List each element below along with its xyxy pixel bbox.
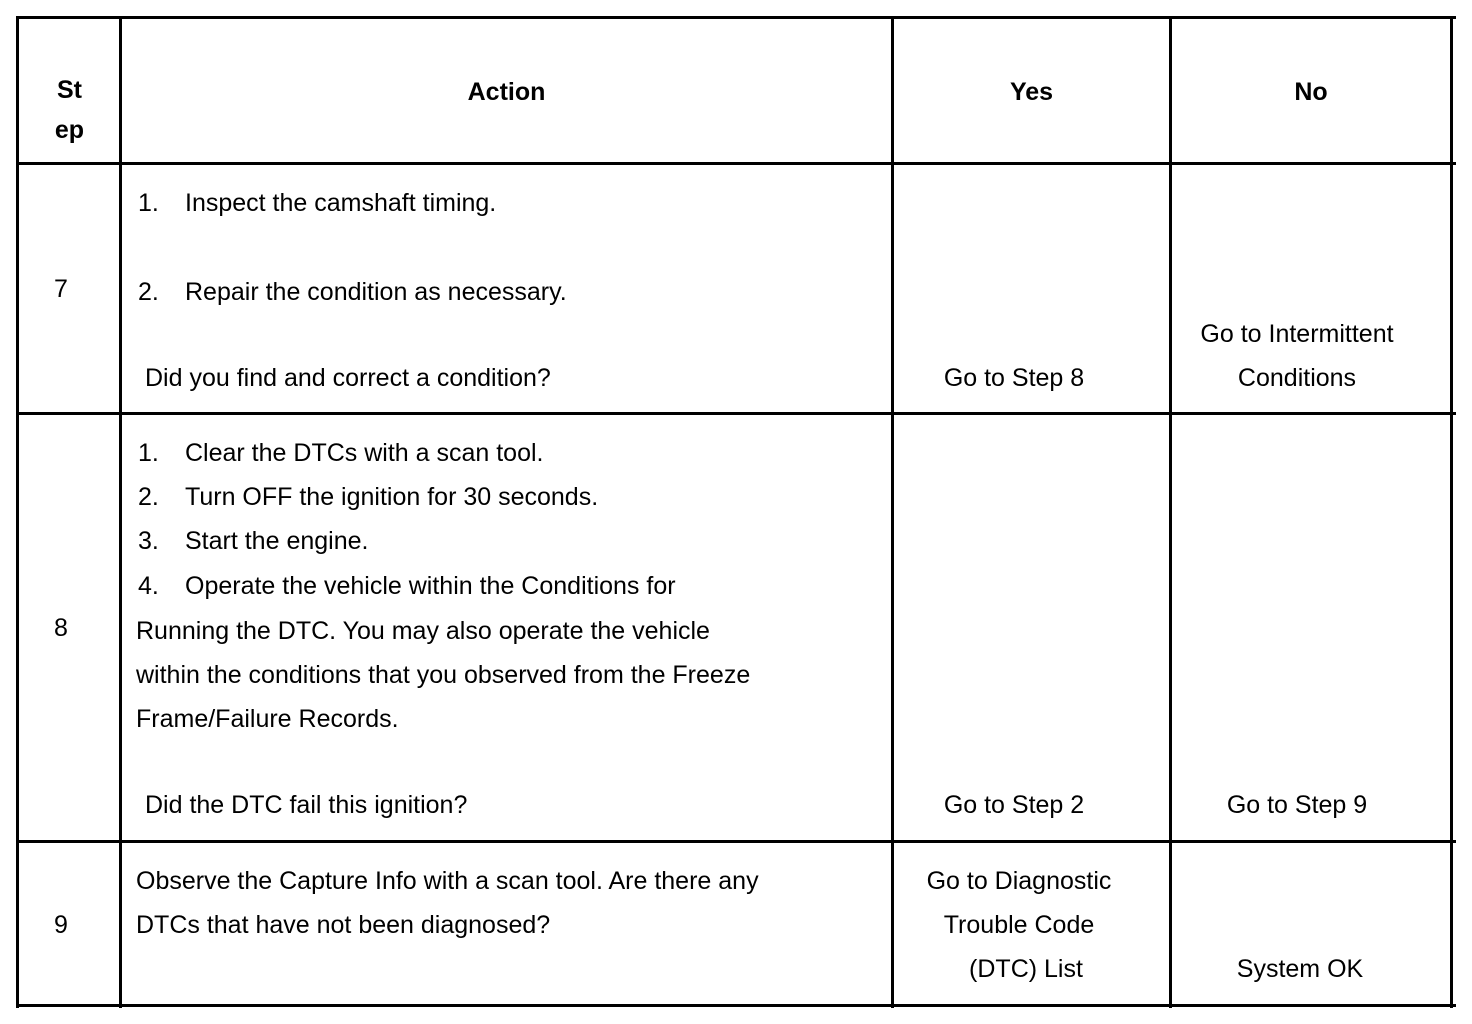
no-result-line: Conditions [1237,364,1357,392]
action-continuation: Frame/Failure Records. [136,705,399,733]
no-result-step-8: Go to Step 9 [1226,791,1368,819]
header-step-line2: ep [54,116,85,144]
action-item [138,431,543,475]
action-item-number: 2. [138,483,159,511]
action-item [138,181,496,225]
action-item-text: Operate the vehicle within the Conditions for [185,572,676,600]
yes-result-step-7: Go to Step 8 [943,364,1085,392]
step-number-8: 8 [54,614,68,642]
action-item [138,519,368,563]
step-number-9: 9 [54,911,68,939]
action-item [138,270,567,314]
yes-result-line: Go to Diagnostic [926,867,1112,895]
header-yes: Yes [1009,78,1054,106]
action-item-text: Repair the condition as necessary. [185,278,567,306]
row-divider-header [16,162,1456,165]
table-border-top [16,16,1456,19]
action-item-text: Turn OFF the ignition for 30 seconds. [185,483,599,511]
action-continuation: within the conditions that you observed from the Freeze [136,661,751,689]
action-item [138,475,598,519]
question-step-7: Did you find and correct a condition? [145,364,551,392]
no-result-step-9: System OK [1236,955,1364,983]
action-continuation: Running the DTC. You may also operate the vehicle [136,617,710,645]
action-item-number: 1. [138,439,159,467]
action-item [138,564,676,608]
header-action: Action [467,78,546,106]
action-item-text: Start the engine. [185,527,369,555]
header-step-line1: St [57,76,82,104]
row-divider-step-8 [16,840,1456,843]
header-step [20,70,119,150]
question-step-8: Did the DTC fail this ignition? [145,791,468,819]
header-no: No [1294,78,1328,106]
row-divider-step-7 [16,412,1456,415]
action-item-text: Clear the DTCs with a scan tool. [185,439,544,467]
table-border-bottom [16,1004,1456,1007]
yes-result-line: (DTC) List [969,955,1083,983]
action-line: Observe the Capture Info with a scan tool. Are there any [136,867,759,895]
yes-result-line: Trouble Code [943,911,1095,939]
yes-result-step-8: Go to Step 2 [943,791,1085,819]
action-item-number: 1. [138,189,159,217]
no-result-step-7 [1172,312,1422,400]
yes-result-step-9 [894,859,1144,991]
step-number-7: 7 [54,275,68,303]
action-line: DTCs that have not been diagnosed? [136,911,551,939]
action-item-number: 2. [138,278,159,306]
action-text-step-9 [136,859,759,947]
action-item-text: Inspect the camshaft timing. [185,189,497,217]
no-result-line: Go to Intermittent [1200,320,1394,348]
action-item-number: 3. [138,527,159,555]
action-item-number: 4. [138,572,159,600]
